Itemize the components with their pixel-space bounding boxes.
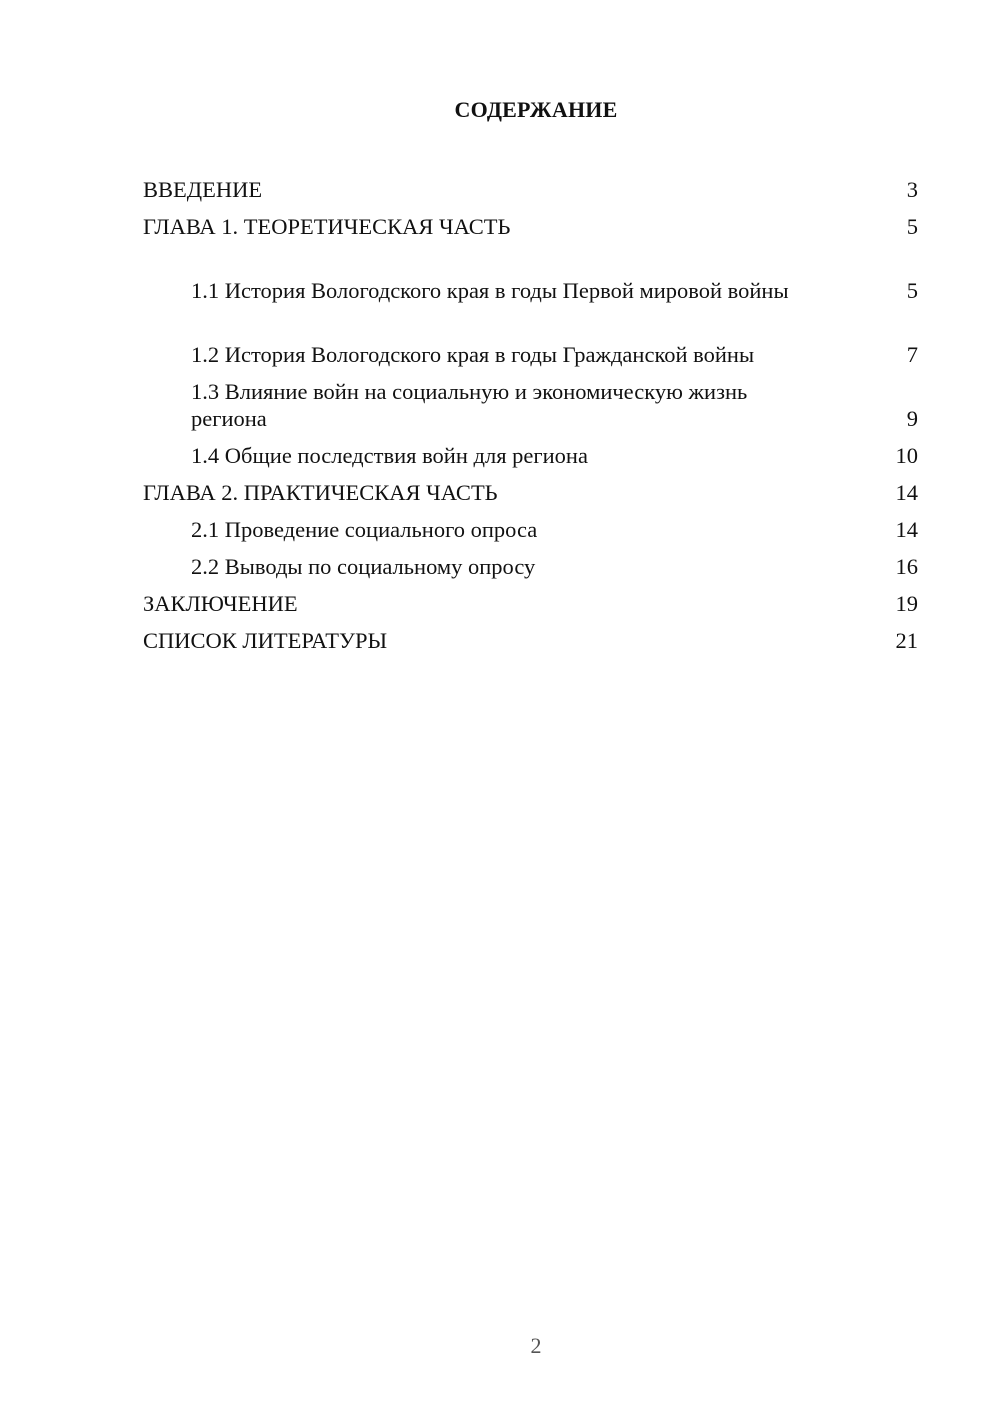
toc-entry-page: 19	[895, 591, 918, 616]
toc-entry-page: 9	[906, 406, 918, 431]
toc-entry-page: 14	[895, 480, 918, 505]
toc-entry-chapter-1[interactable]	[143, 206, 918, 243]
toc-entry-label: 1.2 История Вологодского края в годы Гражданской войны	[191, 342, 755, 367]
toc-entry-section-2-2[interactable]	[143, 546, 918, 583]
toc-entry-conclusion[interactable]	[143, 583, 918, 620]
toc-entry-label: 1.3 Влияние войн на социальную и экономическую жизнь региона	[191, 379, 748, 431]
toc-entry-page: 3	[906, 177, 918, 202]
table-of-contents	[143, 169, 918, 657]
toc-entry-section-1-4[interactable]	[143, 435, 918, 472]
toc-entry-section-1-1[interactable]	[143, 243, 918, 307]
toc-entry-bibliography[interactable]	[143, 620, 918, 657]
toc-entry-section-1-2[interactable]	[143, 307, 918, 371]
toc-entry-section-1-3[interactable]	[143, 371, 918, 435]
toc-entry-page: 5	[906, 278, 918, 303]
toc-entry-page: 16	[895, 554, 918, 579]
toc-entry-page: 14	[895, 517, 918, 542]
page-title: СОДЕРЖАНИЕ	[454, 97, 618, 122]
toc-entry-label: ГЛАВА 1. ТЕОРЕТИЧЕСКАЯ ЧАСТЬ	[143, 214, 511, 239]
toc-entry-page: 21	[895, 628, 918, 653]
toc-entry-section-2-1[interactable]	[143, 509, 918, 546]
toc-entry-label: ЗАКЛЮЧЕНИЕ	[143, 591, 298, 616]
toc-entry-label: 1.1 История Вологодского края в годы Первой мировой войны	[191, 278, 789, 303]
toc-entry-introduction[interactable]	[143, 169, 918, 206]
toc-entry-page: 5	[906, 214, 918, 239]
toc-entry-label: 2.1 Проведение социального опроса	[191, 517, 538, 542]
page-number: 2	[530, 1333, 542, 1358]
toc-entry-page: 10	[895, 443, 918, 468]
toc-entry-label: 2.2 Выводы по социальному опросу	[191, 554, 536, 579]
toc-entry-label: ВВЕДЕНИЕ	[143, 177, 263, 202]
toc-entry-label: СПИСОК ЛИТЕРАТУРЫ	[143, 628, 388, 653]
toc-entry-label: 1.4 Общие последствия войн для региона	[191, 443, 588, 468]
toc-entry-chapter-2[interactable]	[143, 472, 918, 509]
toc-entry-page: 7	[906, 342, 918, 367]
toc-entry-label: ГЛАВА 2. ПРАКТИЧЕСКАЯ ЧАСТЬ	[143, 480, 498, 505]
